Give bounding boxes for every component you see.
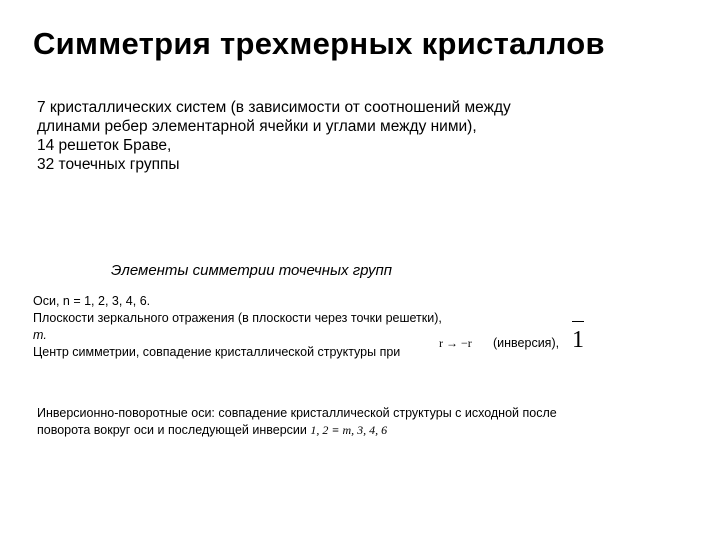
symmetry-elements bbox=[33, 293, 553, 361]
rotoinversion-line-2 bbox=[37, 422, 697, 439]
section-subtitle: Элементы симметрии точечных групп bbox=[111, 262, 392, 279]
rotoinversion-text bbox=[37, 405, 697, 439]
inversion-formula: r → −r bbox=[439, 336, 472, 350]
intro-line: 7 кристаллических систем (в зависимости от соотношений между bbox=[37, 99, 511, 116]
center-line: Центр симметрии, совпадение кристаллической структуры при bbox=[33, 345, 401, 359]
rotoinversion-formula: 1, 2 ≡ m, 3, 4, 6 bbox=[310, 423, 388, 437]
rotoinversion-line: Инверсионно-поворотные оси: совпадение кристаллической структуры с исходной после bbox=[37, 406, 557, 420]
inversion-note: (инверсия), bbox=[493, 336, 560, 350]
intro-line: 14 решеток Браве, bbox=[37, 137, 172, 154]
intro-line: 32 точечных группы bbox=[37, 156, 180, 173]
rotoinversion-text-part: поворота вокруг оси и последующей инверсии bbox=[37, 423, 307, 437]
axes-line: Оси, n = 1, 2, 3, 4, 6. bbox=[33, 294, 151, 308]
planes-line: Плоскости зеркального отражения (в плоскости через точки решетки), bbox=[33, 311, 442, 325]
planes-symbol: m. bbox=[33, 328, 47, 342]
intro-text bbox=[37, 98, 677, 174]
intro-line: длинами ребер элементарной ячейки и углами между ними), bbox=[37, 118, 477, 135]
inversion-symbol: 1 bbox=[572, 321, 584, 354]
slide-title: Симметрия трехмерных кристаллов bbox=[33, 26, 605, 61]
